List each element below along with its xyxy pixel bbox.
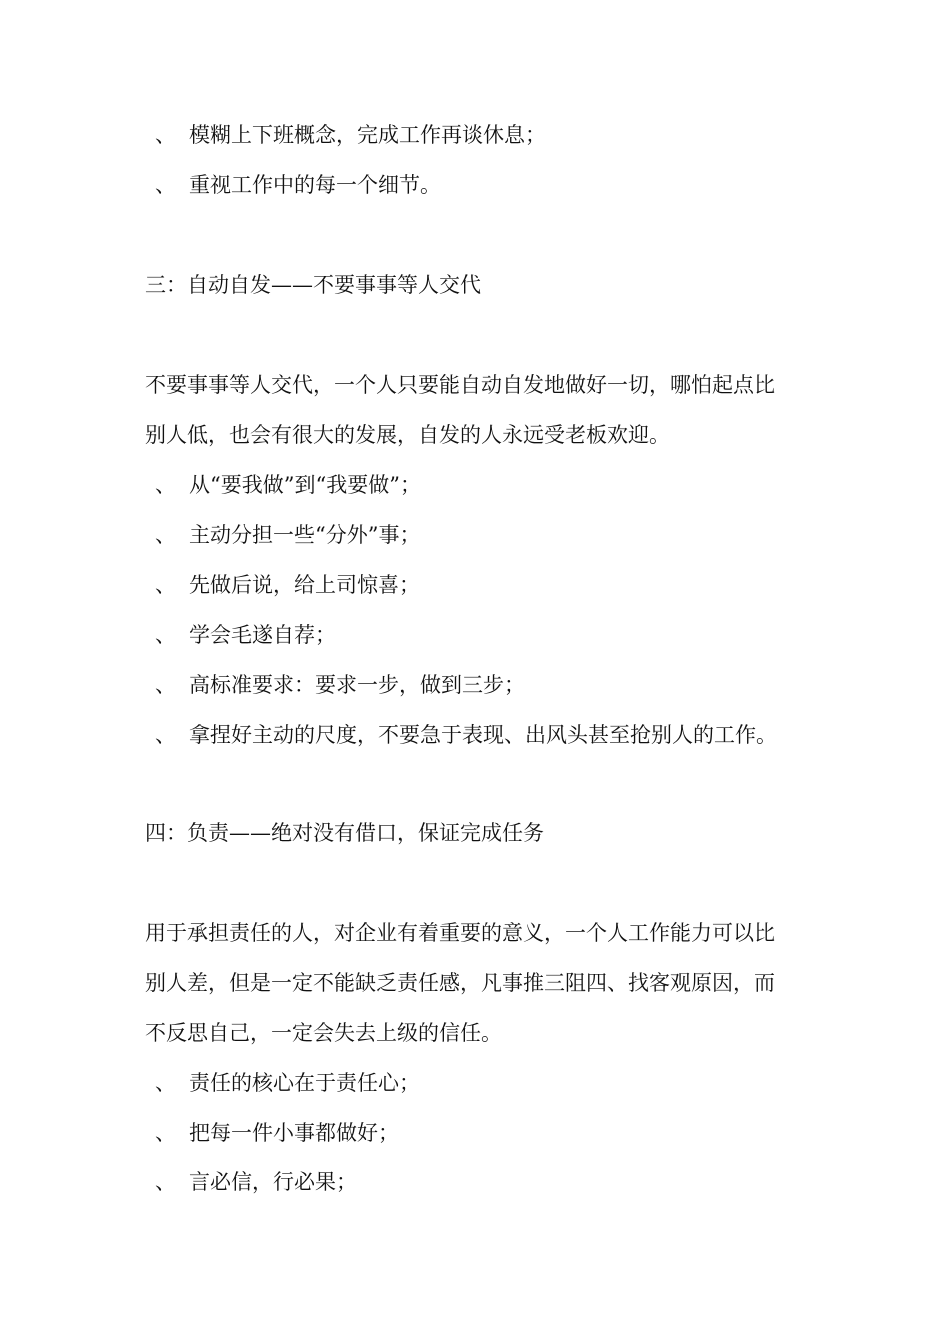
bullet-mark: 、 [155, 673, 176, 697]
list-item: 从“要我做”到“我要做”； [189, 473, 421, 497]
bullet-mark: 、 [155, 573, 176, 597]
list-item: 主动分担一些“分外”事； [189, 523, 421, 547]
list-item: 言必信，行必果； [189, 1170, 357, 1194]
list-item: 拿捏好主动的尺度，不要急于表现、出风头甚至抢别人的工作。 [189, 723, 777, 747]
list-item: 高标准要求：要求一步，做到三步； [189, 673, 525, 697]
list-item: 把每一件小事都做好； [189, 1121, 399, 1145]
bullet-mark: 、 [155, 123, 176, 147]
bullet-mark: 、 [155, 1071, 176, 1095]
section-heading: 三：自动自发——不要事事等人交代 [145, 273, 481, 297]
paragraph-line: 别人差，但是一定不能缺乏责任感，凡事推三阻四、找客观原因，而 [145, 971, 775, 995]
list-item: 重视工作中的每一个细节。 [189, 173, 441, 197]
bullet-mark: 、 [155, 723, 176, 747]
section-heading: 四：负责——绝对没有借口，保证完成任务 [145, 821, 544, 845]
list-item: 责任的核心在于责任心； [189, 1071, 420, 1095]
paragraph-line: 用于承担责任的人，对企业有着重要的意义，一个人工作能力可以比 [145, 921, 775, 945]
list-item: 模糊上下班概念，完成工作再谈休息； [189, 123, 546, 147]
bullet-mark: 、 [155, 623, 176, 647]
list-item: 先做后说，给上司惊喜； [189, 573, 420, 597]
paragraph-line: 不要事事等人交代，一个人只要能自动自发地做好一切，哪怕起点比 [145, 373, 775, 397]
bullet-mark: 、 [155, 473, 176, 497]
bullet-mark: 、 [155, 523, 176, 547]
bullet-mark: 、 [155, 1121, 176, 1145]
bullet-mark: 、 [155, 1170, 176, 1194]
list-item: 学会毛遂自荐； [189, 623, 336, 647]
paragraph-line: 不反思自己，一定会失去上级的信任。 [145, 1021, 502, 1045]
paragraph-line: 别人低，也会有很大的发展，自发的人永远受老板欢迎。 [145, 423, 670, 447]
bullet-mark: 、 [155, 173, 176, 197]
